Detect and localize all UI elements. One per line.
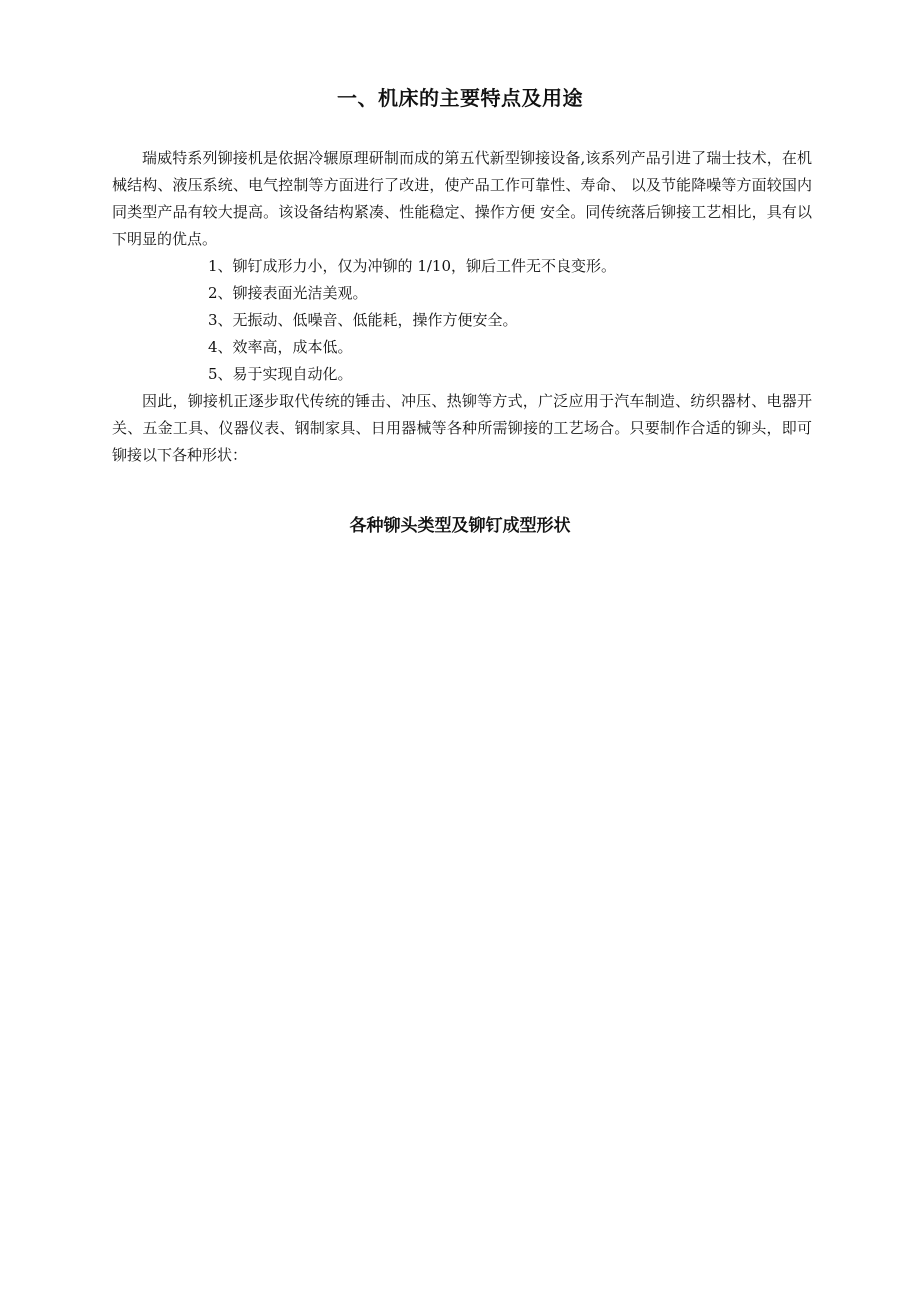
- advantages-list: [112, 253, 812, 388]
- advantage-item-2: 2、铆接表面光洁美观。: [208, 284, 368, 302]
- advantage-item-4: 4、效率高，成本低。: [208, 338, 353, 356]
- document-body: [112, 145, 812, 469]
- intro-paragraph: 瑞威特系列铆接机是依据冷辗原理研制而成的第五代新型铆接设备,该系列产品引进了瑞士技术，在机械结构、液压系统、电气控制等方面进行了改进，使产品工作可靠性、寿命、 以及节能降噪等方面较国内同类型产品有较大提高。该设备结构紧凑、性能稳定、操作方便 安全。同传统落后铆接工艺相比，具有以下明显的优点。: [112, 149, 812, 248]
- advantage-item-1: 1、铆钉成形力小，仅为冲铆的 1/10，铆后工件无不良变形。: [208, 257, 616, 275]
- conclusion-paragraph: 因此，铆接机正逐步取代传统的锤击、冲压、热铆等方式，广泛应用于汽车制造、纺织器材、电器开关、五金工具、仪器仪表、钢制家具、日用器械等各种所需铆接的工艺场合。只要制作合适的铆头，即可铆接以下各种形状：: [112, 392, 812, 464]
- page-title: 一、机床的主要特点及用途: [337, 86, 583, 110]
- advantage-item-5: 5、易于实现自动化。: [208, 365, 353, 383]
- advantage-item-3: 3、无振动、低噪音、低能耗，操作方便安全。: [208, 311, 518, 329]
- section-heading: 各种铆头类型及铆钉成型形状: [349, 516, 571, 536]
